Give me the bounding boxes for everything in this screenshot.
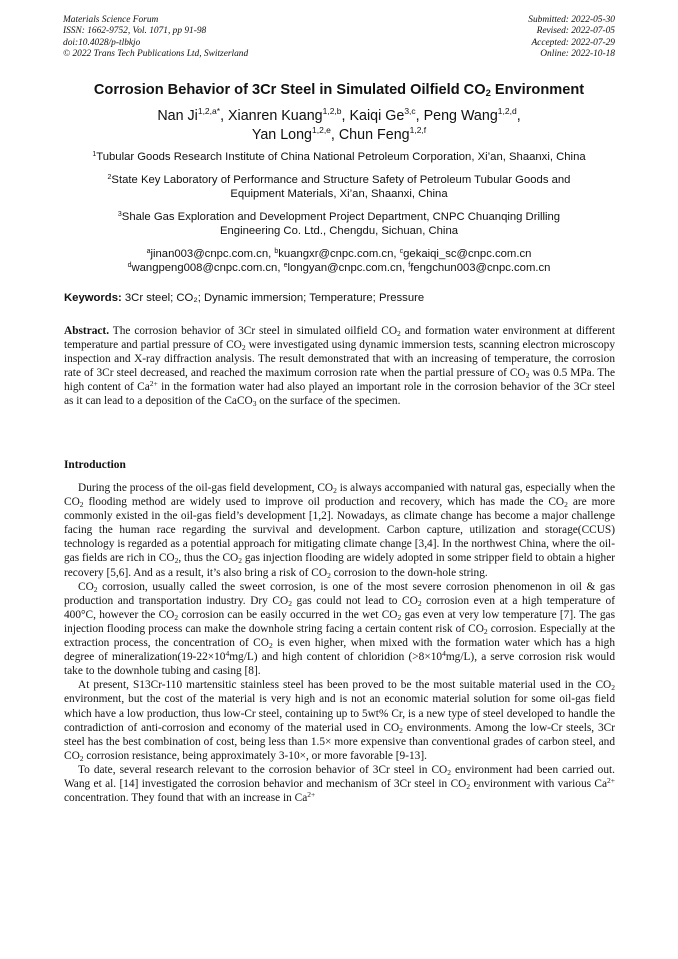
section-heading-introduction: Introduction (64, 459, 126, 471)
journal-info (63, 15, 248, 61)
affiliation: $^1$Tubular Goods Research Institute of China National Petroleum Corporation, Xi’an, Shaanxi, China (92, 151, 586, 163)
title-main: Corrosion Behavior of 3Cr Steel in Simulated Oilfield CO (93, 82, 486, 98)
email-address[interactable]: gekaiqi_sc@cnpc.com.cn (403, 247, 532, 260)
submitted-date: Submitted: 2022-05-30 (528, 15, 615, 25)
author: Kaiqi Ge$^{3,c}$, (349, 106, 424, 124)
author-list (40, 107, 638, 145)
revised-date: Revised: 2022-07-05 (536, 26, 615, 37)
affiliation: $^3$Shale Gas Exploration and Development Project Department, CNPC Chuanqing Drilling Engineering Co. Ltd., Chengdu, Sichuan, China (117, 210, 561, 237)
author: Chun Feng$^{1,2,f}$ (338, 125, 427, 143)
abstract: Abstract. The corrosion behavior of 3Cr steel in simulated oilfield $CO_2$ and formation water environment at different temperature and partial pressure of $CO_2$ were investigated using dynamic immersion tests, scanning electron microscopy inspection and X-ray diffraction analysis. The result demonstrated that with an increasing of temperature, the corrosion rate of 3Cr steel decreased, and reached the maximum corrosion rate when the partial pressure of $CO_2$ was 0.5 MPa. The high content of $Ca^{2+}$ in the formation water had also played an important role in the corrosion behavior of the 3Cr steel as it can lead to a deposition of the CaCO$_3$ on the surface of the specimen. (64, 325, 615, 409)
paragraph: During the process of the oil-gas field development, $CO_2$ is always accompanied with natural gas, especially when the $CO_2$ flooding method are widely used to improve oil production and recovery, which has made the $CO_2$ are more commonly existed in the oil-gas field’s development [1,2]. Nowadays, as climate change has become a major challenge facing the human race regarding the survival and development. Carbon capture, utilization and storage(CCUS) technology is regarded as a potential approach for mitigating climate change [3,4]. In the northwest China, where the oil-gas fields are rich in $CO_2$, thus the $CO_2$ gas injection flooding are widely adopted in some stripper field to obtain a higher recovery [5,6]. And as a result, it’s also bring a risk of $CO_2$ corrosion to the down-hole string. (64, 482, 616, 580)
email-line: $^d$wangpeng008@cnpc.com.cn, $^e$longyan@cnpc.com.cn, $^f$fengchun003@cnpc.com.cn (127, 262, 551, 274)
abstract-label: Abstract. (64, 325, 110, 337)
title-block (40, 81, 638, 145)
journal-name: Materials Science Forum (63, 15, 159, 25)
online-date: Online: 2022-10-18 (540, 49, 615, 60)
doi-line: doi:10.4028/p-tlbkjo (63, 37, 141, 48)
email-address[interactable]: jinan003@cnpc.com.cn, (150, 247, 275, 260)
author: Nan $Ji^{1,2,a*}$, (157, 106, 229, 124)
email-address[interactable]: longyan@cnpc.com.cn, (287, 262, 409, 274)
author: Peng Wang$^{1,2,d}$, (423, 106, 521, 124)
paper-title (40, 81, 638, 103)
title-subscript: 2 (485, 88, 491, 99)
accepted-date: Accepted: 2022-07-29 (531, 37, 615, 48)
keywords (64, 291, 616, 305)
keywords-label: Keywords: (64, 292, 122, 304)
author: Yan Long$^{1,2,e}$, (251, 125, 339, 143)
paragraph: $CO_2$ corrosion, usually called the sweet corrosion, is one of the most severe corrosion phenomenon in oil & gas production and transportation industry. Dry $CO_2$ gas could not lead to $CO_2$ corrosion even at a high temperature of 400°C, however the $CO_2$ corrosion can be easily occurred in the wet $CO_2$ gas even at very low temperature [7]. The gas injection flooding process can make the downhole string facing a certain content risk of $CO_2$ corrosion. Especially at the extraction process, the concentration of $CO_2$ is even higher, when mixed with the formation water which has a high degree of $mineralization(19-22\times 10^4mg/L)$ and high content of chloridion $(>8\times 10^4mg/L)$, a serve corrosion risk would take to the downhole tubing and casing [8]. (64, 580, 615, 678)
author: Xianren Kuang$^{1,2,b}$, (228, 106, 350, 124)
email-address[interactable]: kuangxr@cnpc.com.cn, (278, 247, 400, 260)
affiliation: $^2$State Key Laboratory of Performance and Structure Safety of Petroleum Tubular Goods and Equipment Materials, Xi’an, Shaanxi, China (107, 173, 571, 200)
paragraph: At present, S13Cr-110 martensitic stainless steel has been proved to be the most suitable material used in the $CO_2$ environment, but the cost of the material is very high and is not an economic material solution for some oil-gas field which have a low production, thus low-Cr steel, containing up to 5wt% Cr, is a new type of steel developed to handle the contradiction of anti-corrosion and economy of the material used in $CO_2$ environments. Among the low-Cr steels, 3Cr steel has the best combination of cost, being less than 1.5× more expensive than conventional grades of carbon steel, and $CO_2$ corrosion resistance, being approximately 3-10×, or more favorable [9-13]. (64, 679, 615, 763)
title-tail: Environment (490, 82, 585, 98)
keywords-text: 3Cr steel; CO₂; Dynamic immersion; Temperature; Pressure (121, 292, 425, 304)
paragraph: To date, several research relevant to the corrosion behavior of 3Cr steel in $CO_2$ environment had been carried out. Wang et al. [14] investigated the corrosion behavior and mechanism of 3Cr steel in $CO_2$ environment with various $Ca^{2+}$ concentration. They found that with an increase in $Ca^{2+}$ (64, 763, 615, 805)
affiliations (40, 150, 638, 276)
issn-line: ISSN: 1662-9752, Vol. 1071, pp 91-98 (63, 26, 207, 37)
copyright-line: © 2022 Trans Tech Publications Ltd, Switzerland (63, 49, 249, 60)
email-address[interactable]: wangpeng008@cnpc.com.cn, (131, 262, 284, 274)
email-line: $^a$jinan003@cnpc.com.cn, $^b$kuangxr@cnpc.com.cn, $^c$gekaiqi_sc@cnpc.com.cn (146, 247, 532, 260)
introduction-body (64, 481, 615, 805)
email-list (40, 247, 638, 276)
email-address[interactable]: fengchun003@cnpc.com.cn (410, 262, 551, 274)
publication-dates (528, 15, 615, 61)
